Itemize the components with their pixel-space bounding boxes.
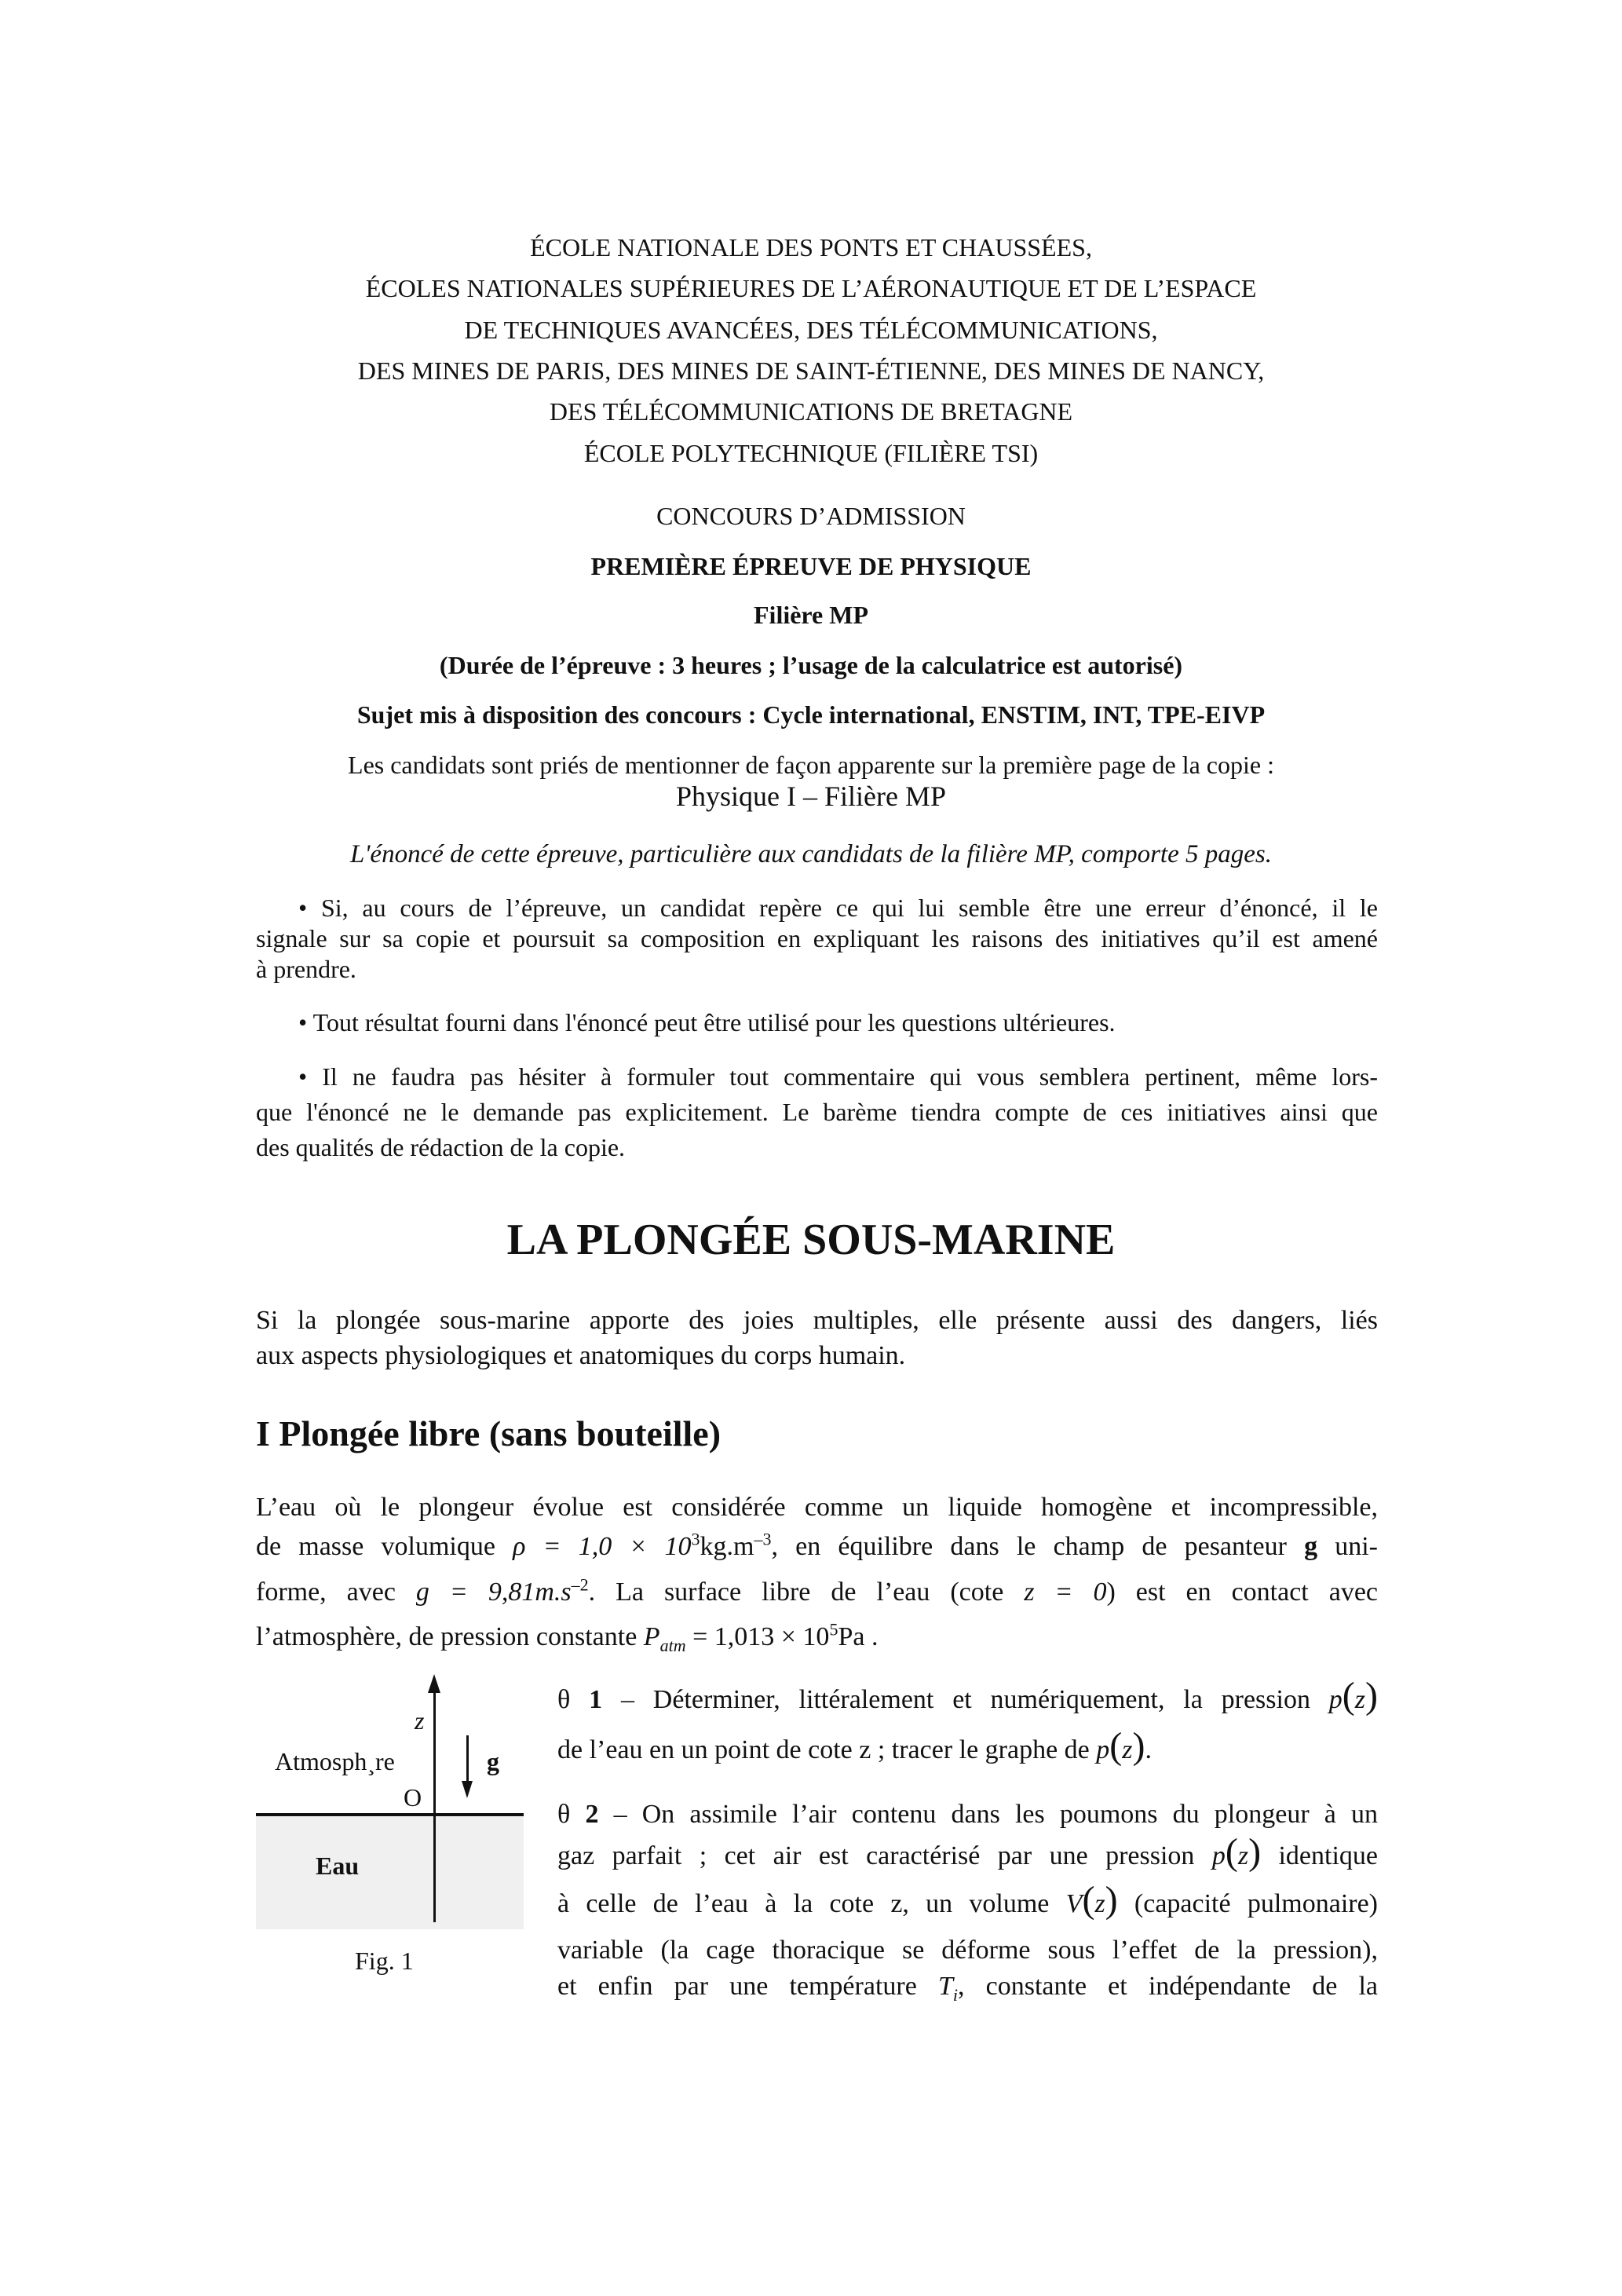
- header-line: DES MINES DE PARIS, DES MINES DE SAINT-ÉTIENNE, DES MINES DE NANCY,: [357, 356, 1265, 385]
- z-label: z: [415, 1706, 425, 1735]
- epreuve: PREMIÈRE ÉPREUVE DE PHYSIQUE: [590, 552, 1032, 580]
- figure-1: [256, 1673, 524, 1932]
- header-line: ÉCOLE POLYTECHNIQUE (FILIÈRE TSI): [583, 439, 1039, 467]
- figure-caption: Fig. 1: [355, 1947, 414, 1975]
- g-label: g: [487, 1747, 499, 1775]
- instruction-2: • Tout résultat fourni dans l'énoncé peut être utilisé pour les questions ultérieures.: [298, 1008, 1116, 1036]
- pages-note: L'énoncé de cette épreuve, particulière aux candidats de la filière MP, comporte 5 pages.: [350, 840, 1272, 868]
- z-arrow-icon: [428, 1674, 440, 1693]
- header-line: DE TECHNIQUES AVANCÉES, DES TÉLÉCOMMUNICATIONS,: [464, 316, 1158, 344]
- water-surface-line: [256, 1813, 524, 1816]
- header-line: ÉCOLE NATIONALE DES PONTS ET CHAUSSÉES,: [530, 233, 1092, 261]
- water-region: [256, 1815, 524, 1929]
- page-title: LA PLONGÉE SOUS-MARINE: [506, 1216, 1116, 1264]
- section-title: I Plongée libre (sans bouteille): [256, 1413, 721, 1453]
- header-line: ÉCOLES NATIONALES SUPÉRIEURES DE L’AÉRONAUTIQUE ET DE L’ESPACE: [365, 274, 1257, 302]
- sujet: Sujet mis à disposition des concours : Cycle international, ENSTIM, INT, TPE-EIVP: [356, 700, 1266, 729]
- z-axis: [433, 1688, 436, 1922]
- atm-label: Atmosph¸re: [275, 1747, 395, 1775]
- mention: Physique I – Filière MP: [675, 781, 946, 812]
- origin-label: O: [404, 1783, 422, 1812]
- filiere: Filière MP: [754, 601, 868, 629]
- header-line: DES TÉLÉCOMMUNICATIONS DE BRETAGNE: [549, 397, 1073, 426]
- g-vector-line: [466, 1735, 469, 1782]
- duree: (Durée de l’épreuve : 3 heures ; l’usage de la calculatrice est autorisé): [439, 651, 1183, 679]
- concours: CONCOURS D’ADMISSION: [656, 502, 966, 530]
- water-label: Eau: [316, 1852, 360, 1880]
- g-arrow-icon: [462, 1781, 473, 1798]
- candidats: Les candidats sont priés de mentionner de façon apparente sur la première page de la copie :: [348, 751, 1274, 779]
